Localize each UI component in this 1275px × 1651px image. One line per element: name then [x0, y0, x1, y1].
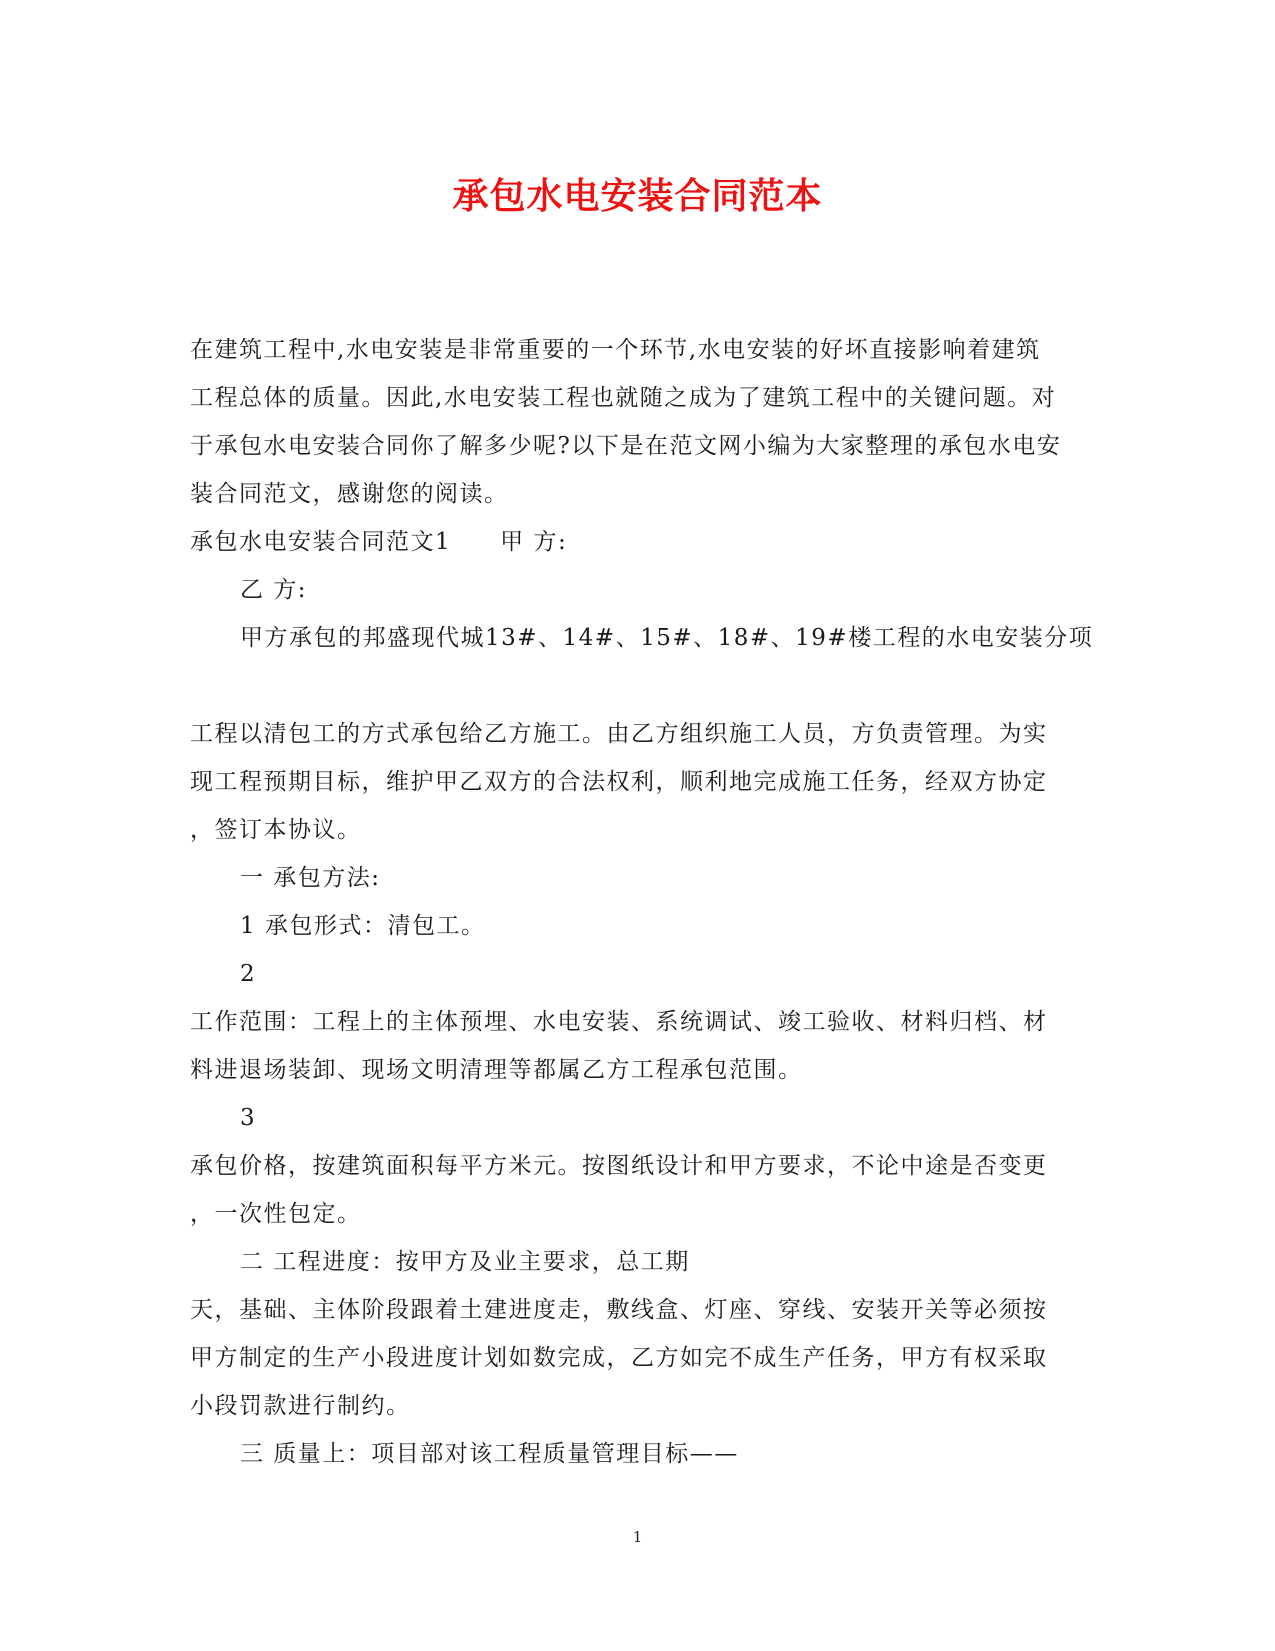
- paragraph-line: ，签订本协议。: [190, 817, 362, 843]
- paragraph-line: 料进退场装卸、现场文明清理等都属乙方工程承包范围。: [190, 1057, 803, 1083]
- paragraph-line: 承包水电安装合同范文1 甲 方:: [190, 529, 568, 555]
- section-heading: 一 承包方法:: [240, 865, 381, 891]
- section-heading: 三 质量上：项目部对该工程质量管理目标——: [240, 1441, 739, 1467]
- paragraph-line: 小段罚款进行制约。: [190, 1393, 411, 1419]
- paragraph-line: 在建筑工程中,水电安装是非常重要的一个环节,水电安装的好坏直接影响着建筑: [190, 337, 1041, 363]
- paragraph-line: ，一次性包定。: [190, 1201, 362, 1227]
- document-title: 承包水电安装合同范本: [452, 175, 823, 217]
- paragraph-line: 于承包水电安装合同你了解多少呢?以下是在范文网小编为大家整理的承包水电安: [190, 433, 1062, 459]
- item-number: 2: [240, 961, 257, 987]
- paragraph-line: 工程以清包工的方式承包给乙方施工。由乙方组织施工人员，方负责管理。为实: [190, 721, 1048, 747]
- document-body: [190, 326, 1094, 1478]
- section-heading: 二 工程进度：按甲方及业主要求，总工期: [240, 1249, 690, 1275]
- paragraph-line: 装合同范文，感谢您的阅读。: [190, 481, 509, 507]
- paragraph-line: 承包价格，按建筑面积每平方米元。按图纸设计和甲方要求，不论中途是否变更: [190, 1153, 1048, 1179]
- paragraph-line: 1 承包形式：清包工。: [240, 913, 486, 939]
- paragraph-line: 工作范围：工程上的主体预埋、水电安装、系统调试、竣工验收、材料归档、材: [190, 1009, 1048, 1035]
- paragraph-line: 工程总体的质量。因此,水电安装工程也就随之成为了建筑工程中的关键问题。对: [190, 385, 1057, 411]
- page-number: 1: [632, 1528, 643, 1546]
- item-number: 3: [240, 1105, 257, 1131]
- paragraph-line: 乙 方:: [240, 577, 308, 603]
- paragraph-line: 甲方承包的邦盛现代城13#、14#、15#、18#、19#楼工程的水电安装分项: [240, 625, 1094, 651]
- paragraph-line: 天，基础、主体阶段跟着土建进度走，敷线盒、灯座、穿线、安装开关等必须按: [190, 1297, 1048, 1323]
- paragraph-gap: [190, 662, 1090, 710]
- paragraph-line: 现工程预期目标，维护甲乙双方的合法权利，顺利地完成施工任务，经双方协定: [190, 769, 1048, 795]
- paragraph-line: 甲方制定的生产小段进度计划如数完成，乙方如完不成生产任务，甲方有权采取: [190, 1345, 1048, 1371]
